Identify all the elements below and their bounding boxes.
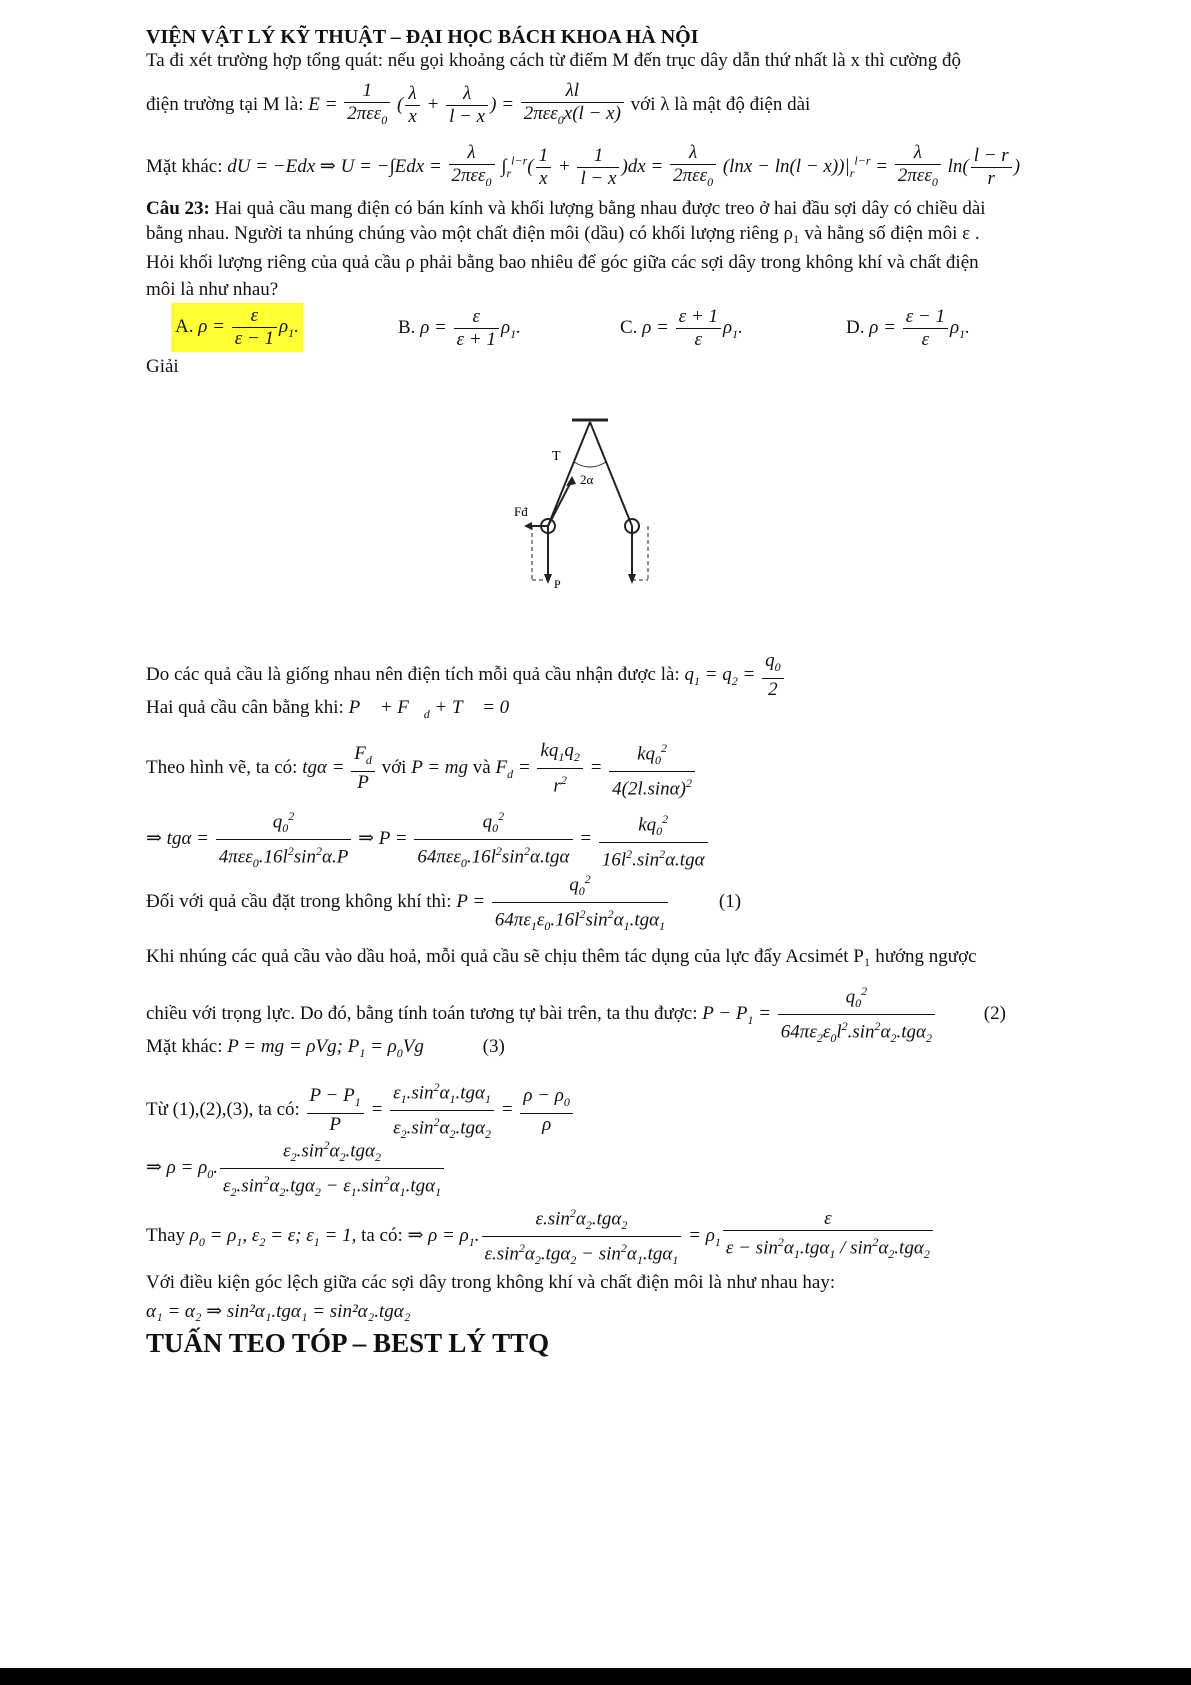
solution-line-3-prefix: Theo hình vẽ, ta có: — [146, 757, 298, 779]
solution-line-9: Từ (1),(2),(3), ta có: $\frac{P - P_1}{P}$ = $\frac{\varepsilon_1.\sin^2\alpha_1.tg\alpha_1}{\varepsilon_2.\sin^2\alpha_2.tg\alpha_2}$ = $\frac{\rho - \rho_0}{\rho}$ — [146, 1076, 575, 1145]
solution-line-2: Hai quả cầu cân bằng khi: P⃗ + $F⃗_d$ + T⃗ = 0 — [146, 697, 510, 721]
intro-line-1: Ta đi xét trường hợp tổng quát: nếu gọi khoảng cách từ điểm M đến trục dây dẫn thứ nhất là x thì cường độ — [146, 50, 962, 71]
solution-label: Giải — [146, 356, 179, 377]
right-weight-arrowhead — [628, 574, 636, 584]
question-line-4: môi là như nhau? — [146, 279, 279, 300]
question-line-3: Hỏi khối lượng riêng của quả cầu ρ phải bằng bao nhiêu để góc giữa các sợi dây trong không khí và chất điện — [146, 252, 979, 273]
solution-line-11-mid: ta có: — [361, 1224, 403, 1246]
option-b[interactable]: B. ρ = $\frac{\varepsilon}{\varepsilon + 1}$ $\rho_1$. — [398, 306, 521, 350]
pendulum-figure — [500, 410, 680, 600]
solution-line-3-mid2: và — [472, 757, 491, 779]
intro-line-2 — [146, 80, 810, 131]
angle-arc — [574, 462, 606, 467]
solution-line-10: ⇒ $\rho = \rho_0$. $\frac{\varepsilon_2.\sin^2\alpha_2.tg\alpha_2}{\varepsilon_2.\sin^2\alpha_2.tg\alpha_2 - \varepsilon_1.\sin^2\alpha_1.tg\alpha_1}$ — [146, 1134, 446, 1203]
solution-line-1: Do các quả cầu là giống nhau nên điện tích mỗi quả cầu nhận được là: $q_1 = q_2$ = $\frac{q_0}{2}$ — [146, 650, 786, 701]
eq2-tag: (2) — [983, 1002, 1006, 1024]
option-d[interactable]: D. ρ = $\frac{\varepsilon - 1}{\varepsilon}$ $\rho_1$. — [846, 306, 970, 350]
solution-line-11: Thay $\rho_0 = \rho_1$, $\varepsilon_2 = \varepsilon$; $\varepsilon_1 = 1$, ta có: ⇒ $\rho = \rho_1$. $\frac{\varepsilon.\sin^2\alpha_2.tg\alpha_2}{\varepsilon.\sin^2\alpha_2.tg\alpha_2 - \sin^2\alpha_1.tg\alpha_1}$ = $\rho_1$ $\frac{\varepsilon}{\varepsilon - \sin^2\alpha_1.tg\alpha_1 / \sin^2\alpha_2.tg\alpha_2}$ — [146, 1202, 935, 1271]
weight-arrowhead — [544, 574, 552, 584]
weight-label: P — [554, 577, 561, 591]
intro-line-2-suffix: với λ là mật độ điện dài — [630, 93, 811, 115]
solution-line-3-mid1: với — [381, 757, 407, 779]
potential-equation: dU = −Edx ⇒ U = −∫Edx = $\frac{\lambda}{2\pi\varepsilon\varepsilon_0}$ $\int_r^{l-r}$( $\frac{1}{x}$ + $\frac{1}{l - x}$ )dx = $\frac{\lambda}{2\pi\varepsilon\varepsilon_0}$ $(\ln x - \ln(l - x))|_r^{l-r}$ = $\frac{\lambda}{2\pi\varepsilon\varepsilon_0}$ ln( $\frac{l - r}{r}$ ) — [227, 142, 1021, 189]
solution-line-12: Với điều kiện góc lệch giữa các sợi dây trong không khí và chất điện môi là như nhau hay: — [146, 1272, 836, 1293]
option-a[interactable]: A. ρ = $\frac{\varepsilon}{\varepsilon - 1}$ $\rho_1$. — [171, 303, 303, 352]
solution-line-11-prefix: Thay — [146, 1224, 186, 1246]
solution-line-13: α₁ = α₂ ⇒ sin²α₁.tgα₁ = sin²α₂.tgα₂ — [146, 1301, 411, 1322]
question-line-2: bằng nhau. Người ta nhúng chúng vào một chất điện môi (dầu) có khối lượng riêng ρ₁ và hằng số điện môi ε . — [146, 223, 980, 244]
electric-force-arrowhead — [524, 522, 532, 530]
solution-line-8: Mặt khác: P = mg = ρVg; $P_1 = \rho_0Vg$ (3) — [146, 1036, 505, 1060]
option-d-label: D. — [846, 316, 865, 338]
footer-title: TUẤN TEO TÓP – BEST LÝ TTQ — [146, 1328, 550, 1358]
solution-line-6: Khi nhúng các quả cầu vào dầu hoả, mỗi quả cầu sẽ chịu thêm tác dụng của lực đẩy Acsimét P₁ hướng ngược — [146, 946, 977, 967]
intro-line-3-prefix: Mặt khác: — [146, 155, 223, 177]
page-header: VIỆN VẬT LÝ KỸ THUẬT – ĐẠI HỌC BÁCH KHOA HÀ NỘI — [146, 26, 699, 48]
angle-label: 2α — [580, 472, 594, 487]
option-b-label: B. — [398, 316, 416, 338]
option-c[interactable]: C. ρ = $\frac{\varepsilon + 1}{\varepsilon}$ $\rho_1$. — [620, 306, 743, 350]
solution-line-9-prefix: Từ (1),(2),(3), ta có: — [146, 1098, 300, 1120]
option-a-label: A. — [175, 315, 194, 337]
intro-line-3 — [146, 142, 1020, 193]
force-label: Fđ — [514, 504, 528, 519]
solution-line-5: Đối với quả cầu đặt trong không khí thì: P = $\frac{q_0^2}{64\pi\varepsilon_1\varepsilon_0.16l^2\sin^2\alpha_1.tg\alpha_1}$ (1) — [146, 868, 741, 937]
question-label: Câu 23: — [146, 198, 210, 219]
solution-line-7-prefix: chiều với trọng lực. Do đó, bằng tính toán tương tự bài trên, ta thu được: — [146, 1002, 698, 1024]
question-text-1: Hai quả cầu mang điện có bán kính và khối lượng bằng nhau được treo ở hai đầu sợi dây có chiều dài — [214, 198, 986, 219]
tension-label: T — [552, 449, 561, 464]
solution-line-1-text: Do các quả cầu là giống nhau nên điện tích mỗi quả cầu nhận được là: — [146, 663, 680, 685]
solution-line-7: chiều với trọng lực. Do đó, bằng tính toán tương tự bài trên, ta thu được: $P - P_1$ = $\frac{q_0^2}{64\pi\varepsilon_2\varepsilon_0l^2.\sin^2\alpha_2.tg\alpha_2}$ (2) — [146, 980, 1006, 1049]
eq3-tag: (3) — [482, 1036, 505, 1057]
option-c-label: C. — [620, 316, 638, 338]
solution-line-8-prefix: Mặt khác: — [146, 1036, 223, 1057]
tension-arrow — [548, 480, 572, 526]
question-line-1 — [146, 198, 986, 220]
solution-line-4: ⇒ tgα = $\frac{q_0^2}{4\pi\varepsilon\varepsilon_0.16l^2\sin^2\alpha.P}$ ⇒ P = $\frac{q_0^2}{64\pi\varepsilon\varepsilon_0.16l^2\sin^2\alpha.tg\alpha}$ = $\frac{kq_0^2}{16l^2.\sin^2\alpha.tg\alpha}$ — [146, 805, 710, 874]
solution-line-2-text: Hai quả cầu cân bằng khi: — [146, 697, 344, 718]
eq1-tag: (1) — [718, 890, 742, 912]
intro-line-2-prefix: điện trường tại M là: — [146, 93, 304, 115]
field-equation: E = $\frac{1}{2\pi\varepsilon\varepsilon_0}$ ( $\frac{\lambda}{x}$ + $\frac{\lambda}{l - x}$ ) = $\frac{\lambda l}{2\pi\varepsilon\varepsilon_0x(l - x)}$ — [308, 94, 630, 115]
right-string — [590, 422, 632, 526]
solution-line-3: Theo hình vẽ, ta có: tgα = $\frac{F_d}{P}$ với P = mg và $F_d$ = $\frac{kq_1q_2}{r^2}$ = $\frac{kq_0^2}{4(2l.\sin\alpha)^2}$ — [146, 737, 697, 800]
solution-line-5-prefix: Đối với quả cầu đặt trong không khí thì: — [146, 890, 452, 912]
bottom-bar — [0, 1668, 1191, 1685]
